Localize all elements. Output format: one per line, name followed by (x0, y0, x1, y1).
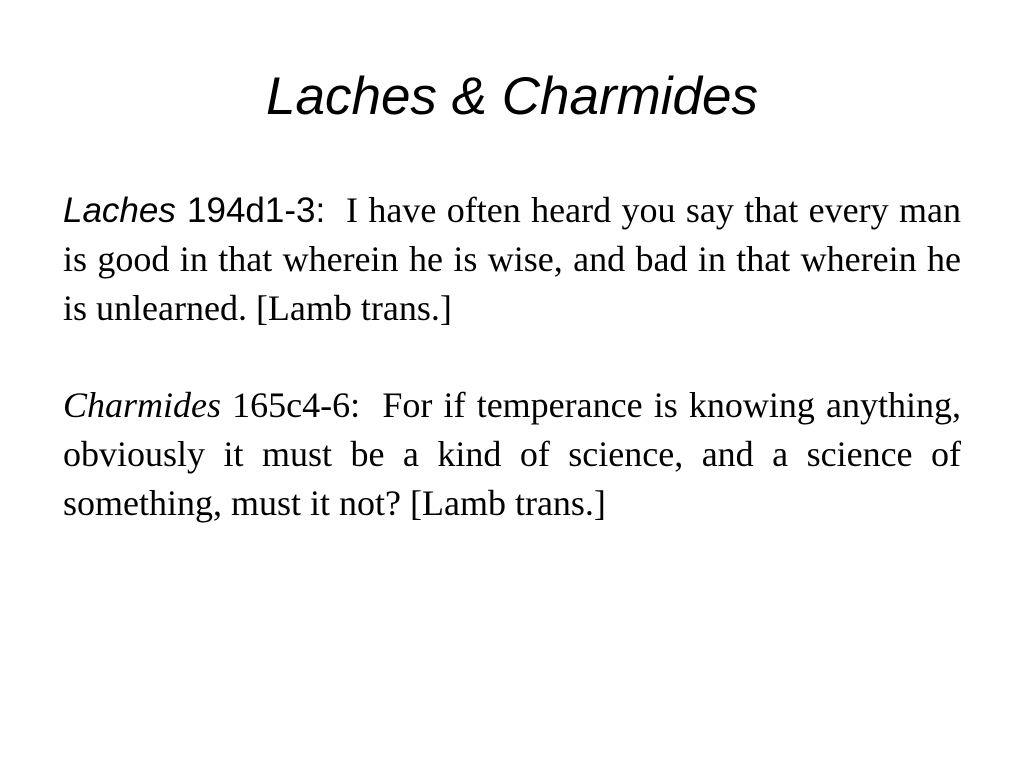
slide-title: Laches & Charmides (266, 67, 758, 126)
citation: 194d1-3: (187, 191, 326, 230)
passage-reference (63, 191, 325, 230)
work-title: Charmides (63, 385, 222, 425)
passage-charmides (63, 381, 961, 528)
passage-text: For if temperance is knowing anything, obviously it must be a kind of science, and a science of something, must it not? [Lamb trans.] (63, 385, 961, 523)
work-title: Laches (63, 191, 176, 230)
passage-text: I have often heard you say that every man is good in that wherein he is wise, and bad in that wherein he is unlearned. [Lamb trans.] (63, 190, 961, 328)
slide-body (63, 186, 961, 528)
citation: 165c4-6: (232, 385, 361, 425)
passage-laches (63, 186, 961, 333)
passage-reference (63, 385, 360, 425)
